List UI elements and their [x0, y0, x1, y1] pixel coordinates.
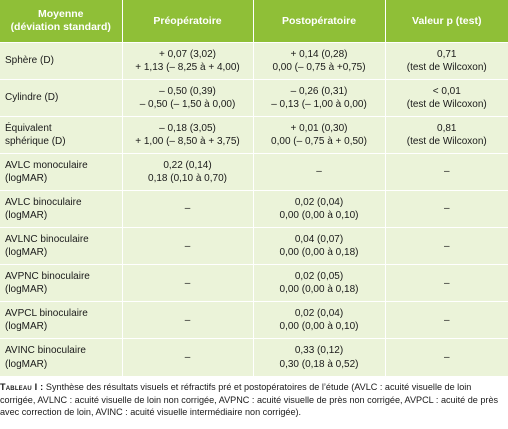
- p-value: [385, 117, 508, 154]
- row-label-line: (logMAR): [5, 173, 48, 185]
- table-row: [0, 265, 508, 302]
- preop-value: [122, 302, 253, 339]
- preop-value-line: – 0,18 (3,05): [159, 122, 216, 134]
- preop-value-line: – 0,50 (– 1,50 à 0,00): [139, 99, 236, 111]
- preop-value-line: –: [184, 240, 191, 252]
- row-label-line: AVPCL binoculaire: [5, 307, 88, 319]
- preop-value-line: 0,22 (0,14): [163, 159, 212, 171]
- postop-value-line: – 0,26 (0,31): [290, 85, 348, 97]
- postop-value: [253, 80, 385, 117]
- p-value-line: –: [443, 203, 450, 215]
- caption-label: Tableau I :: [0, 382, 44, 392]
- preop-value-line: –: [184, 277, 191, 289]
- row-label-line: AVLNC binoculaire: [5, 233, 89, 245]
- postop-value: [253, 339, 385, 376]
- postop-value: [253, 117, 385, 154]
- postop-value-line: 0,00 (– 0,75 à + 0,50): [271, 136, 367, 148]
- postop-value-line: 0,02 (0,05): [294, 270, 344, 282]
- row-label-line: AVPNC binoculaire: [5, 270, 90, 282]
- postop-value-line: 0,00 (0,00 à 0,10): [279, 321, 359, 333]
- header-mean-line2: (déviation standard): [10, 21, 111, 33]
- row-label: [0, 117, 122, 154]
- preop-value: [122, 265, 253, 302]
- table-row: [0, 228, 508, 265]
- preop-value: [122, 228, 253, 265]
- p-value-line: (test de Wilcoxon): [406, 136, 487, 148]
- row-label-line: sphérique (D): [5, 136, 66, 148]
- preop-value: [122, 80, 253, 117]
- p-value: [385, 80, 508, 117]
- table-row: [0, 43, 508, 80]
- p-value: [385, 302, 508, 339]
- p-value-line: (test de Wilcoxon): [406, 62, 487, 74]
- postop-value-line: 0,02 (0,04): [294, 307, 344, 319]
- header-mean: [0, 0, 122, 43]
- row-label-line: AVINC binoculaire: [5, 345, 86, 357]
- p-value: [385, 191, 508, 228]
- preop-value-line: + 1,00 (– 8,50 à + 3,75): [135, 136, 240, 148]
- postop-value: [253, 265, 385, 302]
- p-value-line: –: [443, 277, 450, 289]
- p-value: [385, 339, 508, 376]
- preop-value: [122, 117, 253, 154]
- p-value: [385, 228, 508, 265]
- row-label-line: Équivalent: [5, 122, 52, 134]
- row-label: [0, 154, 122, 191]
- row-label: [0, 265, 122, 302]
- preop-value-line: + 0,07 (3,02): [159, 48, 216, 60]
- header-preop-label: Préopératoire: [153, 14, 222, 27]
- row-label-line: AVLC monoculaire: [5, 159, 88, 171]
- p-value-line: –: [443, 240, 450, 252]
- row-label-line: (logMAR): [5, 284, 48, 296]
- row-label: [0, 228, 122, 265]
- row-label-line: AVLC binoculaire: [5, 196, 82, 208]
- row-label-line: Sphère (D): [5, 55, 54, 67]
- preop-value-line: –: [184, 203, 191, 215]
- row-label-line: (logMAR): [5, 358, 48, 370]
- postop-value-line: 0,00 (0,00 à 0,10): [279, 210, 359, 222]
- row-label-line: (logMAR): [5, 321, 48, 333]
- postop-value-line: 0,02 (0,04): [294, 196, 344, 208]
- caption-text: Synthèse des résultats visuels et réfractifs pré et postopératoires de l’étude (AVLC : acuité visuelle de loin corrigée, AVLNC : acuité visuelle de loin non corrigée, AVPNC : acuité visuelle de près non corrigée, AVPCL : acuité de près avec correction de loin, AVINC : acuité visuelle intermédiaire non corrigée).: [0, 382, 499, 417]
- p-value-line: –: [443, 351, 450, 363]
- row-label: [0, 302, 122, 339]
- postop-value: [253, 302, 385, 339]
- preop-value: [122, 43, 253, 80]
- header-pvalue-label: Valeur p (test): [412, 14, 482, 27]
- table-row: [0, 302, 508, 339]
- p-value: [385, 43, 508, 80]
- preop-value-line: + 1,13 (– 8,25 à + 4,00): [135, 62, 240, 74]
- preop-value-line: – 0,50 (0,39): [159, 85, 216, 97]
- preop-value-line: –: [184, 351, 191, 363]
- p-value-line: (test de Wilcoxon): [406, 99, 487, 111]
- postop-value-line: 0,00 (0,00 à 0,18): [279, 284, 359, 296]
- table-row: [0, 80, 508, 117]
- p-value: [385, 265, 508, 302]
- preop-value: [122, 154, 253, 191]
- p-value: [385, 154, 508, 191]
- postop-value-line: + 0,01 (0,30): [290, 122, 348, 134]
- preop-value-line: 0,18 (0,10 à 0,70): [148, 173, 227, 185]
- header-postop-label: Postopératoire: [281, 14, 357, 27]
- row-label: [0, 339, 122, 376]
- postop-value-line: 0,04 (0,07): [294, 233, 344, 245]
- p-value-line: –: [443, 166, 450, 178]
- postop-value-line: + 0,14 (0,28): [290, 48, 348, 60]
- table-row: [0, 154, 508, 191]
- header-row: [0, 0, 508, 43]
- header-postop: [253, 0, 385, 43]
- postop-value-line: 0,30 (0,18 à 0,52): [279, 358, 359, 370]
- postop-value: [253, 191, 385, 228]
- header-mean-line1: Moyenne: [37, 8, 84, 20]
- postop-value: [253, 228, 385, 265]
- postop-value-line: – 0,13 (– 1,00 à 0,00): [271, 99, 367, 111]
- p-value-line: –: [443, 314, 450, 326]
- table-header: [0, 0, 508, 43]
- table-row: [0, 117, 508, 154]
- postop-value: [253, 154, 385, 191]
- preop-value: [122, 339, 253, 376]
- postop-value-line: 0,00 (– 0,75 à +0,75): [272, 62, 366, 74]
- postop-value-line: –: [316, 166, 322, 178]
- table-row: [0, 339, 508, 376]
- header-pvalue: [385, 0, 508, 43]
- postop-value-line: 0,33 (0,12): [294, 345, 344, 357]
- row-label-line: Cylindre (D): [5, 92, 59, 104]
- table-caption: [0, 381, 506, 419]
- table-row: [0, 191, 508, 228]
- header-preop: [122, 0, 253, 43]
- p-value-line: 0,81: [437, 122, 457, 134]
- p-value-line: < 0,01: [432, 85, 461, 97]
- row-label-line: (logMAR): [5, 210, 48, 222]
- row-label: [0, 191, 122, 228]
- row-label: [0, 80, 122, 117]
- postop-value: [253, 43, 385, 80]
- p-value-line: 0,71: [437, 48, 457, 60]
- row-label-line: (logMAR): [5, 247, 48, 259]
- preop-value-line: –: [184, 314, 191, 326]
- preop-value: [122, 191, 253, 228]
- row-label: [0, 43, 122, 80]
- table-body: [0, 43, 508, 377]
- postop-value-line: 0,00 (0,00 à 0,18): [279, 247, 359, 259]
